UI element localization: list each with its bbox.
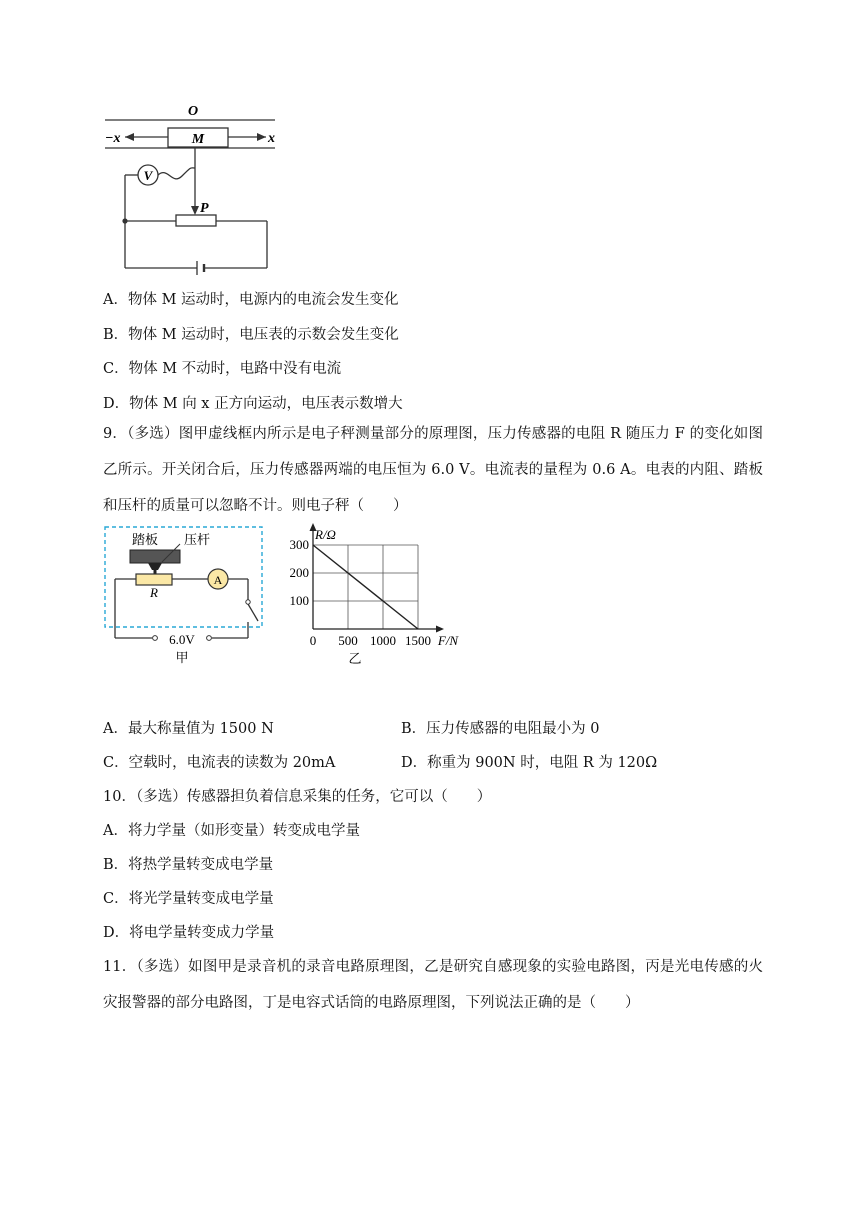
label-pedal: 踏板 <box>132 532 159 547</box>
figure-q8-circuit <box>100 98 285 278</box>
y-tick-label: 300 <box>289 537 309 552</box>
y-tick-label: 100 <box>289 593 309 608</box>
q8-option-d: D．物体 M 向 x 正方向运动，电压表示数增大 <box>103 396 403 412</box>
q10-option-c: C．将光学量转变成电学量 <box>103 891 274 907</box>
label-source: 6.0V <box>169 632 195 647</box>
x-tick-label: 500 <box>338 633 358 648</box>
q10-text: 10．（多选）传感器担负着信息采集的任务，它可以（ ） <box>103 789 492 805</box>
label-rod: 压杆 <box>184 532 211 547</box>
series-line <box>313 545 418 629</box>
q9-option-b: B．压力传感器的电阻最小为 0 <box>401 721 600 737</box>
x-tick-label: 1500 <box>405 633 431 648</box>
caption-yi: 乙 <box>348 651 362 666</box>
figure-q9-yi-chart <box>278 522 488 672</box>
q10-option-b: B．将热学量转变成电学量 <box>103 857 274 873</box>
x-tick-label: 1000 <box>370 633 396 648</box>
label-V: V <box>143 168 153 183</box>
x-axis-label: F/N <box>437 633 459 648</box>
q8-option-b: B．物体 M 运动时，电压表的示数会发生变化 <box>103 327 399 343</box>
q8-option-a: A．物体 M 运动时，电源内的电流会发生变化 <box>103 292 399 308</box>
label-neg-x: −x <box>105 131 121 146</box>
label-O: O <box>187 104 199 119</box>
q9-option-a: A．最大称量值为 1500 N <box>103 721 274 737</box>
label-P: P <box>200 201 209 216</box>
q10-option-a: A．将力学量（如形变量）转变成电学量 <box>103 823 360 839</box>
caption-jia: 甲 <box>175 650 189 665</box>
label-ammeter: A <box>213 573 223 587</box>
label-resistor: R <box>150 585 158 600</box>
q9-option-d: D．称重为 900N 时，电阻 R 为 120Ω <box>401 755 658 771</box>
q11-text: 11．（多选）如图甲是录音机的录音电路原理图，乙是研究自感现象的实验电路图，丙是光电传感的火灾报警器的部分电路图，丁是电容式话筒的电路原理图，下列说法正确的是（ ） <box>103 959 763 1011</box>
q10-option-d: D．将电学量转变成力学量 <box>103 925 275 941</box>
x-tick-label: 0 <box>309 633 317 648</box>
y-axis-label: R/Ω <box>315 527 336 542</box>
label-M: M <box>191 132 205 147</box>
q8-option-c: C．物体 M 不动时，电路中没有电流 <box>103 361 342 377</box>
q9-option-c: C．空载时，电流表的读数为 20mA <box>103 755 336 771</box>
figure-q9-jia <box>100 522 270 672</box>
q9-text: 9．（多选）图甲虚线框内所示是电子秤测量部分的原理图，压力传感器的电阻 R 随压力 F 的变化如图乙所示。开关闭合后，压力传感器两端的电压恒为 6.0 V。电流表的量程为 0.6 A。电表的内阻、踏板和压杆的质量可以忽略不计。则电子秤（ ） <box>103 426 763 514</box>
y-tick-label: 200 <box>289 565 309 580</box>
x-axis-arrow <box>436 626 444 633</box>
label-x: x <box>268 131 275 146</box>
